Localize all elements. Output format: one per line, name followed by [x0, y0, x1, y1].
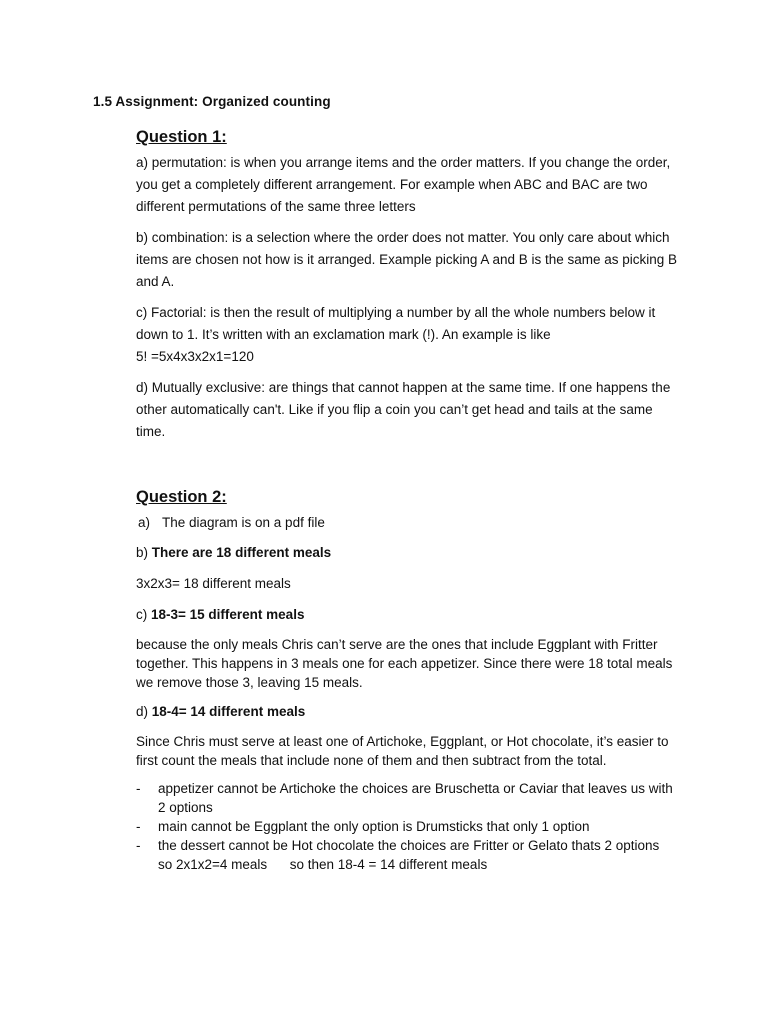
q2-part-d-prefix: d)	[136, 704, 152, 719]
bullet-list	[136, 779, 681, 855]
document-body	[136, 126, 681, 874]
q1-part-c	[136, 302, 681, 368]
q2-part-d-explanation: Since Chris must serve at least one of Artichoke, Eggplant, or Hot chocolate, it’s easier to first count the meals that include none of them and then subtract from the total.	[136, 734, 669, 768]
q1-part-a: a) permutation: is when you arrange items and the order matters. If you change the order, you get a completely different arrangement. For example when ABC and BAC are two different permutations of the same three letters	[136, 155, 671, 214]
q1-part-c-text: c) Factorial: is then the result of multiplying a number by all the whole numbers below it down to 1. It’s written with an exclamation mark (!). An example is like	[136, 305, 656, 342]
final-calculation: so 2x1x2=4 meals so then 18-4 = 14 different meals	[158, 857, 488, 872]
q2-part-d	[136, 701, 681, 723]
q1-part-b: b) combination: is a selection where the order does not matter. You only care about which items are chosen not how is it arranged. Example picking A and B is the same as picking B and A.	[136, 230, 678, 289]
list-item-text: the dessert cannot be Hot chocolate the choices are Fritter or Gelato thats 2 options	[158, 838, 660, 853]
q2-part-a-text: The diagram is on a pdf file	[162, 515, 325, 530]
list-item	[136, 779, 681, 817]
q1-part-d: d) Mutually exclusive: are things that cannot happen at the same time. If one happens the other automatically can't. Like if you flip a coin you can’t get head and tails at the same time.	[136, 380, 671, 439]
q2-part-a-label: a)	[138, 515, 151, 530]
list-item	[136, 836, 681, 855]
q2-part-c-answer: 18-3= 15 different meals	[151, 607, 305, 622]
q2-part-a	[138, 512, 681, 534]
q2-part-b-answer: There are 18 different meals	[151, 545, 332, 560]
q2-part-d-answer: 18-4= 14 different meals	[151, 704, 306, 719]
question-1-heading: Question 1:	[136, 128, 227, 146]
question-2-heading: Question 2:	[136, 488, 227, 506]
q2-part-c-explanation: because the only meals Chris can’t serve are the ones that include Eggplant with Fritter together. This happens in 3 meals one for each appetizer. Since there were 18 total meals we remove those 3, leaving 15 meals.	[136, 637, 673, 690]
q1-part-c-example: 5! =5x4x3x2x1=120	[136, 349, 254, 364]
q2-part-b-prefix: b)	[136, 545, 152, 560]
list-item-text: main cannot be Eggplant the only option is Drumsticks that only 1 option	[158, 819, 590, 834]
bullet-dash: -	[136, 838, 141, 853]
bullet-dash: -	[136, 819, 141, 834]
bullet-dash: -	[136, 781, 141, 796]
q2-part-c	[136, 604, 681, 626]
page-title: 1.5 Assignment: Organized counting	[93, 94, 331, 109]
list-item-text: appetizer cannot be Artichoke the choices are Bruschetta or Caviar that leaves us with 2 options	[158, 781, 673, 815]
list-item	[136, 817, 681, 836]
section-spacer	[136, 452, 681, 486]
q2-part-b	[136, 542, 681, 564]
q2-part-c-prefix: c)	[136, 607, 151, 622]
q2-part-b-calc: 3x2x3= 18 different meals	[136, 576, 291, 591]
